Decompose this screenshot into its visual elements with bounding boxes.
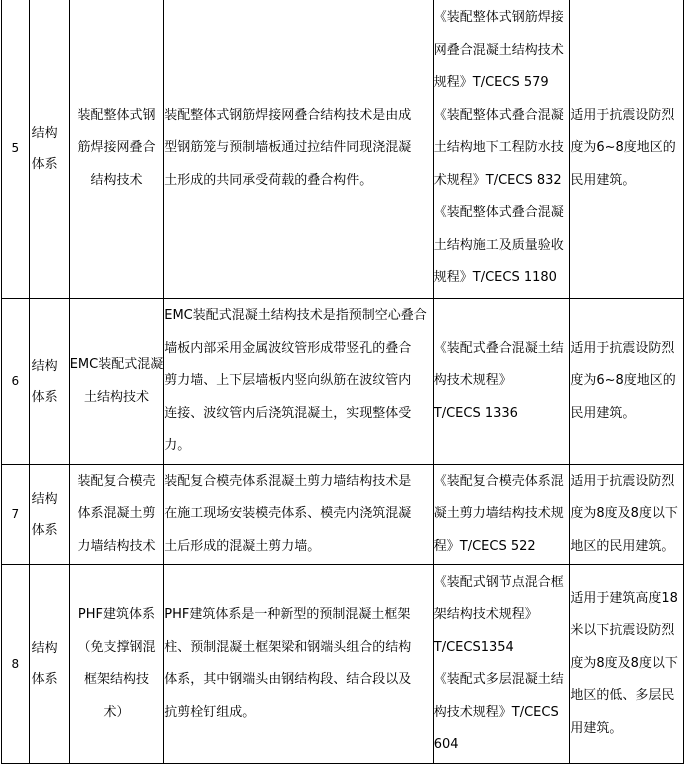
table-row [2,465,684,565]
scope-cell: 适用于抗震设防烈 度为8度及8度以下 地区的民用建筑。 [570,465,684,565]
technology-name-cell: PHF建筑体系 （免支撑钢混 框架结构技 术） [69,565,164,764]
category-cell: 结构 体系 [29,465,69,565]
description-cell: 装配整体式钢筋焊接网叠合结构技术是由成 型钢筋笼与预制墙板通过拉结件同现浇混凝 土形成的共同承受荷载的叠合构件。 [164,0,434,299]
category-cell: 结构 体系 [29,565,69,764]
standards-cell: 《装配复合模壳体系混 凝土剪力墙结构技术规 程》T/CECS 522 [433,465,570,565]
technology-name-cell: 装配整体式钢 筋焊接网叠合 结构技术 [69,0,164,299]
standards-cell: 《装配式钢节点混合框 架结构技术规程》 T/CECS1354 《装配式多层混凝土结 构技术规程》T/CECS 604 [433,565,570,764]
technology-name-cell: 装配复合模壳 体系混凝土剪 力墙结构技术 [69,465,164,565]
scope-cell: 适用于建筑高度18 米以下抗震设防烈 度为8度及8度以下 地区的低、多层民 用建筑。 [570,565,684,764]
standards-cell: 《装配整体式钢筋焊接 网叠合混凝土结构技术 规程》T/CECS 579 《装配整体式叠合混凝 土结构地下工程防水技 术规程》T/CECS 832 《装配整体式叠合混凝 土结构施工及质量验收 规程》T/CECS 1180 [433,0,570,299]
row-number: 8 [2,565,30,764]
row-number: 5 [2,0,30,299]
row-number: 6 [2,299,30,465]
row-number: 7 [2,465,30,565]
table-row [2,0,684,299]
description-cell: 装配复合模壳体系混凝土剪力墙结构技术是 在施工现场安装模壳体系、模壳内浇筑混凝 土后形成的混凝土剪力墙。 [164,465,434,565]
description-cell: PHF建筑体系是一种新型的预制混凝土框架 柱、预制混凝土框架梁和钢端头组合的结构 体系，其中钢端头由钢结构段、结合段以及 抗剪栓钉组成。 [164,565,434,764]
technology-table [1,0,684,764]
table-row [2,299,684,465]
table-row [2,565,684,764]
scope-cell: 适用于抗震设防烈 度为6~8度地区的 民用建筑。 [570,299,684,465]
category-cell: 结构 体系 [29,0,69,299]
technology-name-cell: EMC装配式混凝 土结构技术 [69,299,164,465]
scope-cell: 适用于抗震设防烈 度为6~8度地区的 民用建筑。 [570,0,684,299]
standards-cell: 《装配式叠合混凝土结 构技术规程》 T/CECS 1336 [433,299,570,465]
description-cell: EMC装配式混凝土结构技术是指预制空心叠合 墙板内部采用金属波纹管形成带竖孔的叠合 剪力墙、上下层墙板内竖向纵筋在波纹管内 连接、波纹管内后浇筑混凝土，实现整体受 力。 [164,299,434,465]
category-cell: 结构 体系 [29,299,69,465]
